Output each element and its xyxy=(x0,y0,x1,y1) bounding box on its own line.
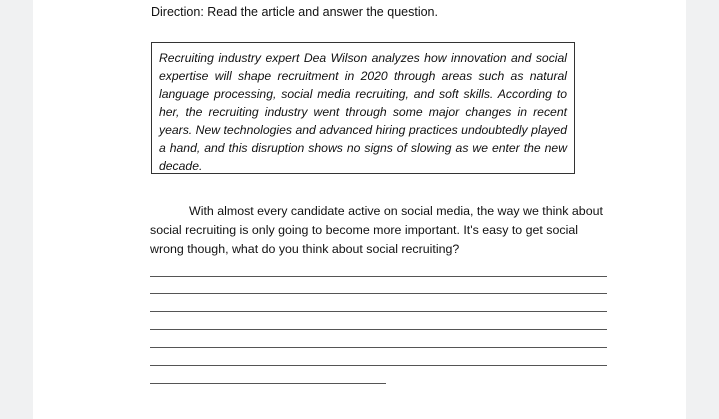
answer-line xyxy=(150,365,607,366)
direction-text: Direction: Read the article and answer the question. xyxy=(151,5,438,19)
answer-line xyxy=(150,347,607,348)
answer-lines xyxy=(150,276,607,386)
answer-line xyxy=(150,311,607,312)
answer-line xyxy=(150,383,386,384)
article-box xyxy=(151,42,575,174)
article-text: Recruiting industry expert Dea Wilson analyzes how innovation and social expertise will shape recruitment in 2020 through areas such as natural language processing, social media recruiting, and soft skills. According to her, the recruiting industry went through some major changes in recent years. New technologies and advanced hiring practices undoubtedly played a hand, and this disruption shows no signs of slowing as we enter the new decade. xyxy=(159,51,567,173)
answer-line xyxy=(150,276,607,277)
question-text: With almost every candidate active on social media, the way we think about social recruiting is only going to become more important. It's easy to get social wrong though, what do you think about social recruiting? xyxy=(150,204,603,256)
worksheet-page xyxy=(33,0,686,419)
answer-line xyxy=(150,293,607,294)
answer-line xyxy=(150,329,607,330)
